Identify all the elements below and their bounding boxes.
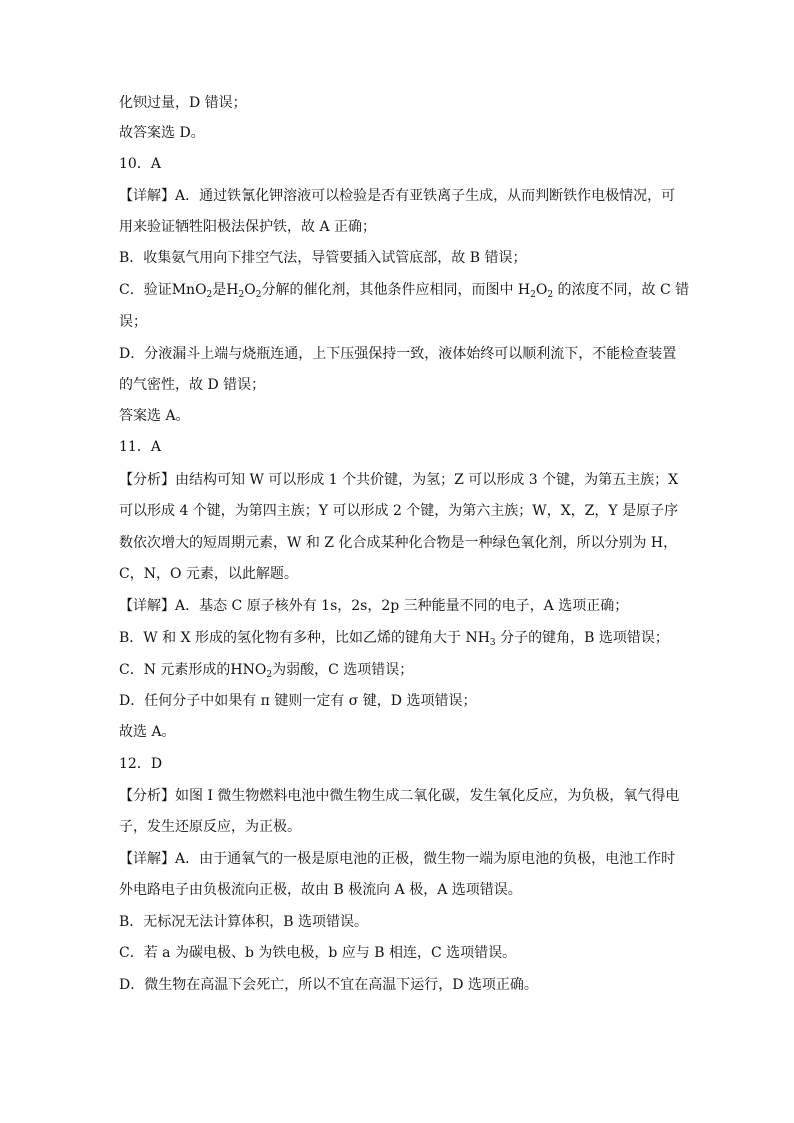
text-line: 【分析】如图 I 微生物燃料电池中微生物生成二氧化碳，发生氧化反应，为负极，氧气得电 [119, 788, 680, 804]
text-line: 外电路电子由负极流向正极，故由 B 极流向 A 极，A 选项错误。 [119, 882, 522, 898]
text-line: 的气密性，故 D 错误； [119, 377, 266, 393]
text-line: B．收集氨气用向下排空气法，导管要插入试管底部，故 B 错误； [119, 250, 527, 266]
text-line: 答案选 A。 [119, 408, 190, 424]
text-line: 子，发生还原反应，为正极。 [119, 819, 301, 835]
text-line: 故答案选 D。 [119, 125, 205, 141]
text-line: C．若 a 为碳电极、b 为铁电极，b 应与 B 相连，C 选项错误。 [119, 945, 517, 961]
text-line: 误； [119, 314, 147, 330]
text-line: 数依次增大的短周期元素，W 和 Z 化合成某种化合物是一种绿色氧化剂，所以分别为 H， [119, 535, 678, 551]
text-line: B．W 和 X 形成的氢化物有多种，比如乙烯的键角大于 $NH_3$ 分子的键角，B 选项错误； [119, 630, 669, 648]
text-line: 故选 A。 [119, 724, 176, 740]
text-line: 【详解】A．通过铁氰化钾溶液可以检验是否有亚铁离子生成，从而判断铁作电极情况，可 [119, 188, 676, 204]
text-line: C，N，O 元素，以此解题。 [119, 566, 298, 582]
text-line: 11．A [119, 439, 161, 455]
text-line: 化钡过量，D 错误； [119, 95, 247, 111]
text-line: B．无标况无法计算体积，B 选项错误。 [119, 914, 369, 930]
text-line: 10．A [119, 156, 161, 172]
text-line: 可以形成 4 个键，为第四主族；Y 可以形成 2 个键，为第六主族；W，X，Z，Y 是原子序 [119, 503, 679, 519]
text-line: 用来验证牺牲阳极法保护铁，故 A 正确； [119, 219, 377, 235]
text-line: 【分析】由结构可知 W 可以形成 1 个共价键，为氢；Z 可以形成 3 个键，为第五主族；X [119, 472, 679, 488]
text-line: 【详解】A．由于通氧气的一极是原电池的正极，微生物一端为原电池的负极，电池工作时 [119, 851, 676, 867]
text-line: 12．D [119, 756, 163, 772]
text-line: C．验证MnO$_2$是$H_2O_2$分解的催化剂，其他条件应相同，而图中 $H_2O_2$ 的浓度不同，故 C 错 [119, 282, 690, 300]
text-line: D．微生物在高温下会死亡，所以不宜在高温下运行，D 选项正确。 [119, 977, 538, 993]
text-line: 【详解】A．基态 C 原子核外有 1s，2s，2p 三种能量不同的电子，A 选项正确； [119, 598, 629, 614]
text-line: C．N 元素形成的$HNO_2$为弱酸，C 选项错误； [119, 662, 414, 680]
text-line: D．分液漏斗上端与烧瓶连通，上下压强保持一致，液体始终可以顺利流下，不能检查装置 [119, 346, 677, 362]
text-line: D．任何分子中如果有 π 键则一定有 σ 键，D 选项错误； [119, 693, 477, 709]
